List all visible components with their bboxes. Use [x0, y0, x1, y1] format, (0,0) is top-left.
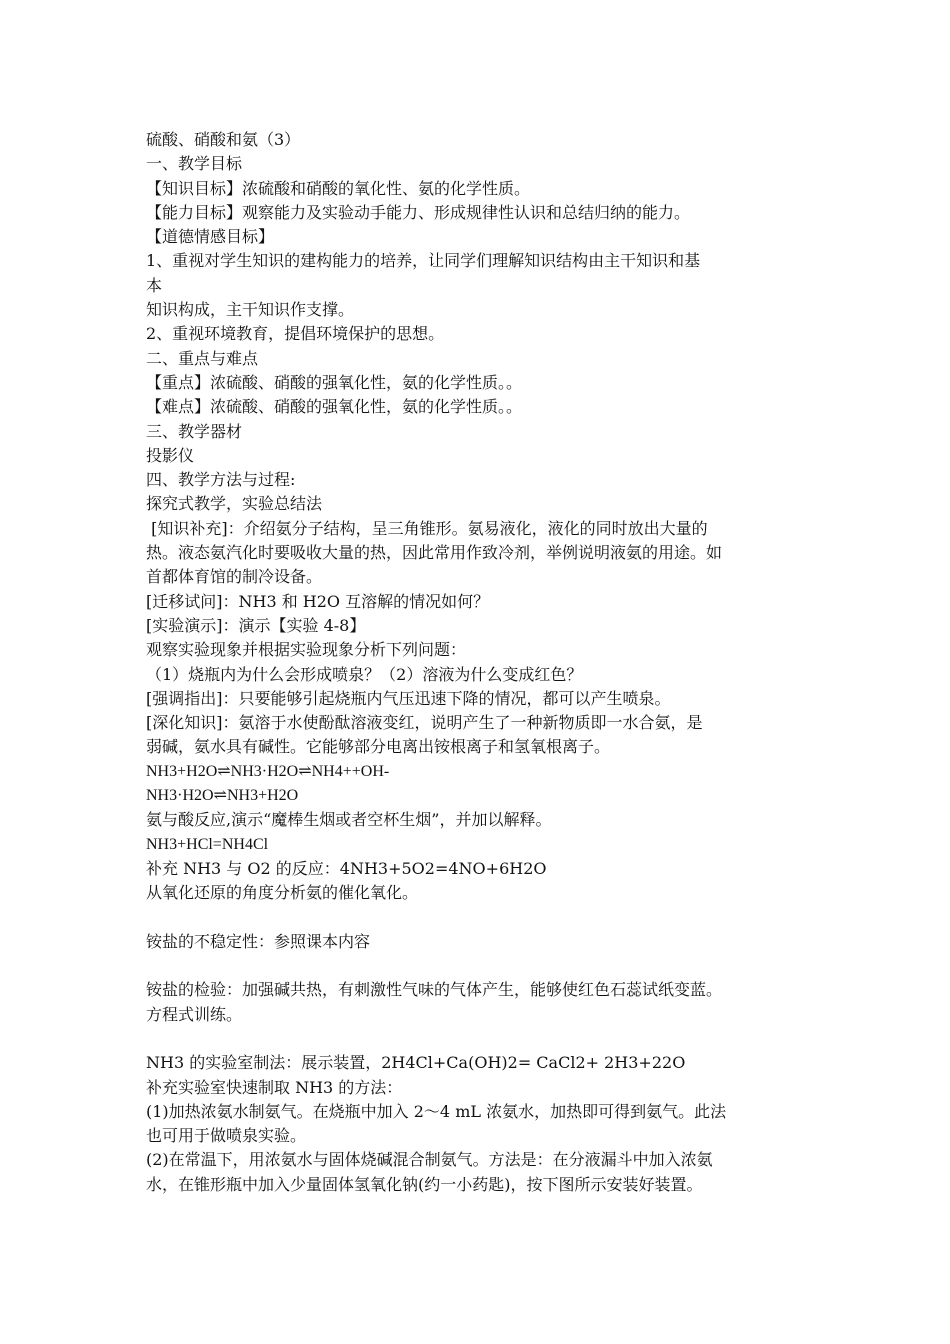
text-line: [知识补充]：介绍氨分子结构，呈三角锥形。氨易液化，液化的同时放出大量的 — [146, 518, 708, 538]
text-line: [强调指出]：只要能够引起烧瓶内气压迅速下降的情况，都可以产生喷泉。 — [146, 688, 671, 708]
text-line: [实验演示]：演示【实验 4-8】 — [146, 615, 366, 635]
text-line: 投影仪 — [146, 445, 195, 465]
document-body — [146, 128, 816, 1197]
text-line: 本 — [146, 275, 163, 295]
text-line: 也可用于做喷泉实验。 — [146, 1126, 307, 1146]
blank-line — [146, 1027, 816, 1051]
text-line: 铵盐的检验：加强碱共热，有刺激性气味的气体产生，能够使红色石蕊试纸变蓝。 — [146, 980, 723, 1000]
equation-line: NH3+HCl=NH4Cl — [146, 835, 269, 853]
document-title: 硫酸、硝酸和氨（3） — [146, 130, 301, 149]
text-line: 知识构成，主干知识作支撑。 — [146, 300, 355, 320]
text-line: [深化知识]：氨溶于水使酚酞溶液变红，说明产生了一种新物质即一水合氨，是 — [146, 713, 703, 733]
text-line: 【难点】浓硫酸、硝酸的强氧化性，氨的化学性质。。 — [146, 397, 523, 417]
text-line: 【道德情感目标】 — [146, 227, 275, 247]
text-line: （1）烧瓶内为什么会形成喷泉？（2）溶液为什么变成红色？ — [146, 664, 583, 684]
text-line: 首都体育馆的制冷设备。 — [146, 567, 323, 587]
text-line: 2、重视环境教育，提倡环境保护的思想。 — [146, 324, 445, 344]
text-line: 氨与酸反应,演示“魔棒生烟或者空杯生烟”，并加以解释。 — [146, 810, 552, 830]
text-line: 弱碱，氨水具有碱性。它能够部分电离出铵根离子和氢氧根离子。 — [146, 737, 611, 757]
equation-line: NH3·H2O⇌NH3+H2O — [146, 787, 299, 805]
text-line: 观察实验现象并根据实验现象分析下列问题： — [146, 640, 467, 660]
text-line: 1、重视对学生知识的建构能力的培养，让同学们理解知识结构由主干知识和基 — [146, 251, 701, 271]
text-line: 补充实验室快速制取 NH3 的方法： — [146, 1077, 403, 1097]
text-line: [迁移试问]：NH3 和 H2O 互溶解的情况如何？ — [146, 591, 490, 611]
text-line: 补充 NH3 与 O2 的反应：4NH3+5O2=4NO+6H2O — [146, 858, 547, 878]
text-line: 铵盐的不稳定性：参照课本内容 — [146, 931, 371, 951]
section-heading-objectives: 一、教学目标 — [146, 154, 243, 174]
text-line: 方程式训练。 — [146, 1004, 243, 1024]
text-line: 【能力目标】观察能力及实验动手能力、形成规律性认识和总结归纳的能力。 — [146, 202, 691, 222]
text-line: 【重点】浓硫酸、硝酸的强氧化性，氨的化学性质。。 — [146, 372, 523, 392]
text-line: NH3 的实验室制法：展示装置，2H4Cl+Ca(OH)2= CaCl2+ 2H3+22O — [146, 1053, 686, 1073]
section-heading-equipment: 三、教学器材 — [146, 421, 243, 441]
section-heading-methods: 四、教学方法与过程: — [146, 470, 296, 490]
text-line: 【知识目标】浓硫酸和硝酸的氧化性、氨的化学性质。 — [146, 178, 531, 198]
blank-line — [146, 954, 816, 978]
blank-line — [146, 906, 816, 930]
text-line: 探究式教学，实验总结法 — [146, 494, 323, 514]
section-heading-key-points: 二、重点与难点 — [146, 348, 259, 368]
text-line: 热。液态氨汽化时要吸收大量的热，因此常用作致冷剂，举例说明液氨的用途。如 — [146, 543, 723, 563]
text-line: 水，在锥形瓶中加入少量固体氢氧化钠(约一小药匙)，按下图所示安装好装置。 — [146, 1174, 703, 1194]
text-line: 从氧化还原的角度分析氨的催化氧化。 — [146, 883, 419, 903]
text-line: (1)加热浓氨水制氨气。在烧瓶中加入 2～4 mL 浓氨水，加热即可得到氨气。此法 — [146, 1101, 727, 1121]
text-line: (2)在常温下，用浓氨水与固体烧碱混合制氨气。方法是：在分液漏斗中加入浓氨 — [146, 1150, 713, 1170]
equation-line: NH3+H2O⇌NH3·H2O⇌NH4++OH- — [146, 762, 390, 780]
